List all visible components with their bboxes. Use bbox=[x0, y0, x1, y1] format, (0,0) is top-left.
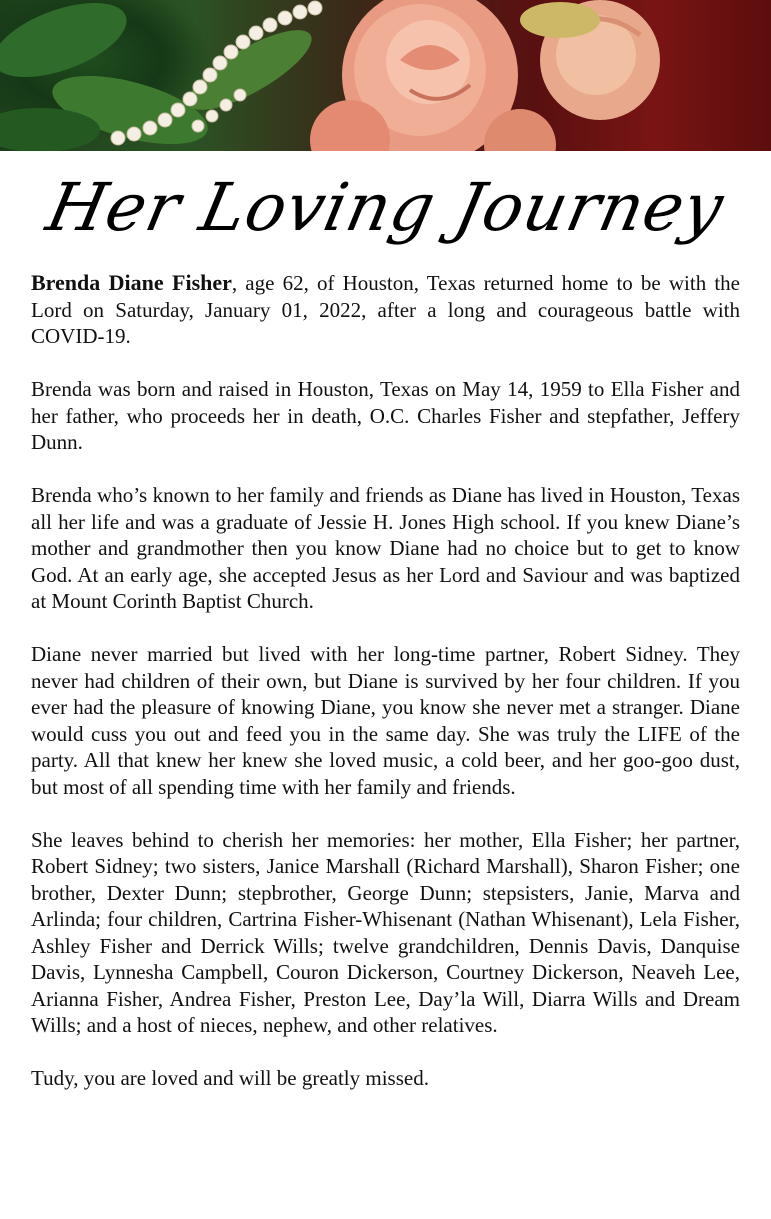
obituary-paragraph-survivors: She leaves behind to cherish her memories: her mother, Ella Fisher; her partner, Robert Sidney; two sisters, Janice Marshall (Richard Marshall), Sharon Fisher; one brother, Dexter Dunn; stepbrother, George Dunn; stepsisters, Janie, Marva and Arlinda; four children, Cartrina Fisher-Whisenant (Nathan Whisenant), Lela Fisher, Ashley Fisher and Derrick Wills; twelve grandchildren, Dennis Davis, Danquise Davis, Lynnesha Campbell, Couron Dickerson, Courtney Dickerson, Neaveh Lee, Arianna Fisher, Andrea Fisher, Preston Lee, Day’la Will, Diarra Wills and Dream Wills; and a host of nieces, nephew, and other relatives. bbox=[31, 827, 740, 1037]
obituary-paragraph-closing: Tudy, you are loved and will be greatly missed. bbox=[31, 1066, 429, 1090]
deceased-name: Brenda Diane Fisher bbox=[31, 270, 232, 295]
obituary-paragraph-life: Brenda who’s known to her family and friends as Diane has lived in Houston, Texas all her life and was a graduate of Jessie H. Jones High school. If you knew Diane’s mother and grandmother then you know Diane had no choice but to get to know God. At an early age, she accepted Jesus as her Lord and Saviour and was baptized at Mount Corinth Baptist Church. bbox=[31, 483, 740, 613]
intro-text: , age 62, of Houston, Texas returned home to be with the Lord on Saturday, January 01, 2022, after a long and courageous battle with COVID-19. bbox=[31, 271, 740, 348]
obituary-text bbox=[31, 270, 740, 1092]
roses-image bbox=[0, 0, 771, 151]
page-title: Her Loving Journey bbox=[40, 169, 731, 246]
obituary-paragraph-family: Diane never married but lived with her long-time partner, Robert Sidney. They never had children of their own, but Diane is survived by her four children. If you ever had the pleasure of knowing Diane, you know she never met a stranger. Diane would cuss you out and feed you in the same day. She was truly the LIFE of the party. All that knew her knew she loved music, a cold beer, and her goo-goo dust, but most of all spending time with her family and friends. bbox=[31, 642, 740, 799]
obituary-paragraph-intro bbox=[31, 270, 740, 350]
roses-banner bbox=[0, 0, 771, 151]
obituary-paragraph-birth: Brenda was born and raised in Houston, Texas on May 14, 1959 to Ella Fisher and her father, who proceeds her in death, O.C. Charles Fisher and stepfather, Jeffery Dunn. bbox=[31, 377, 740, 454]
